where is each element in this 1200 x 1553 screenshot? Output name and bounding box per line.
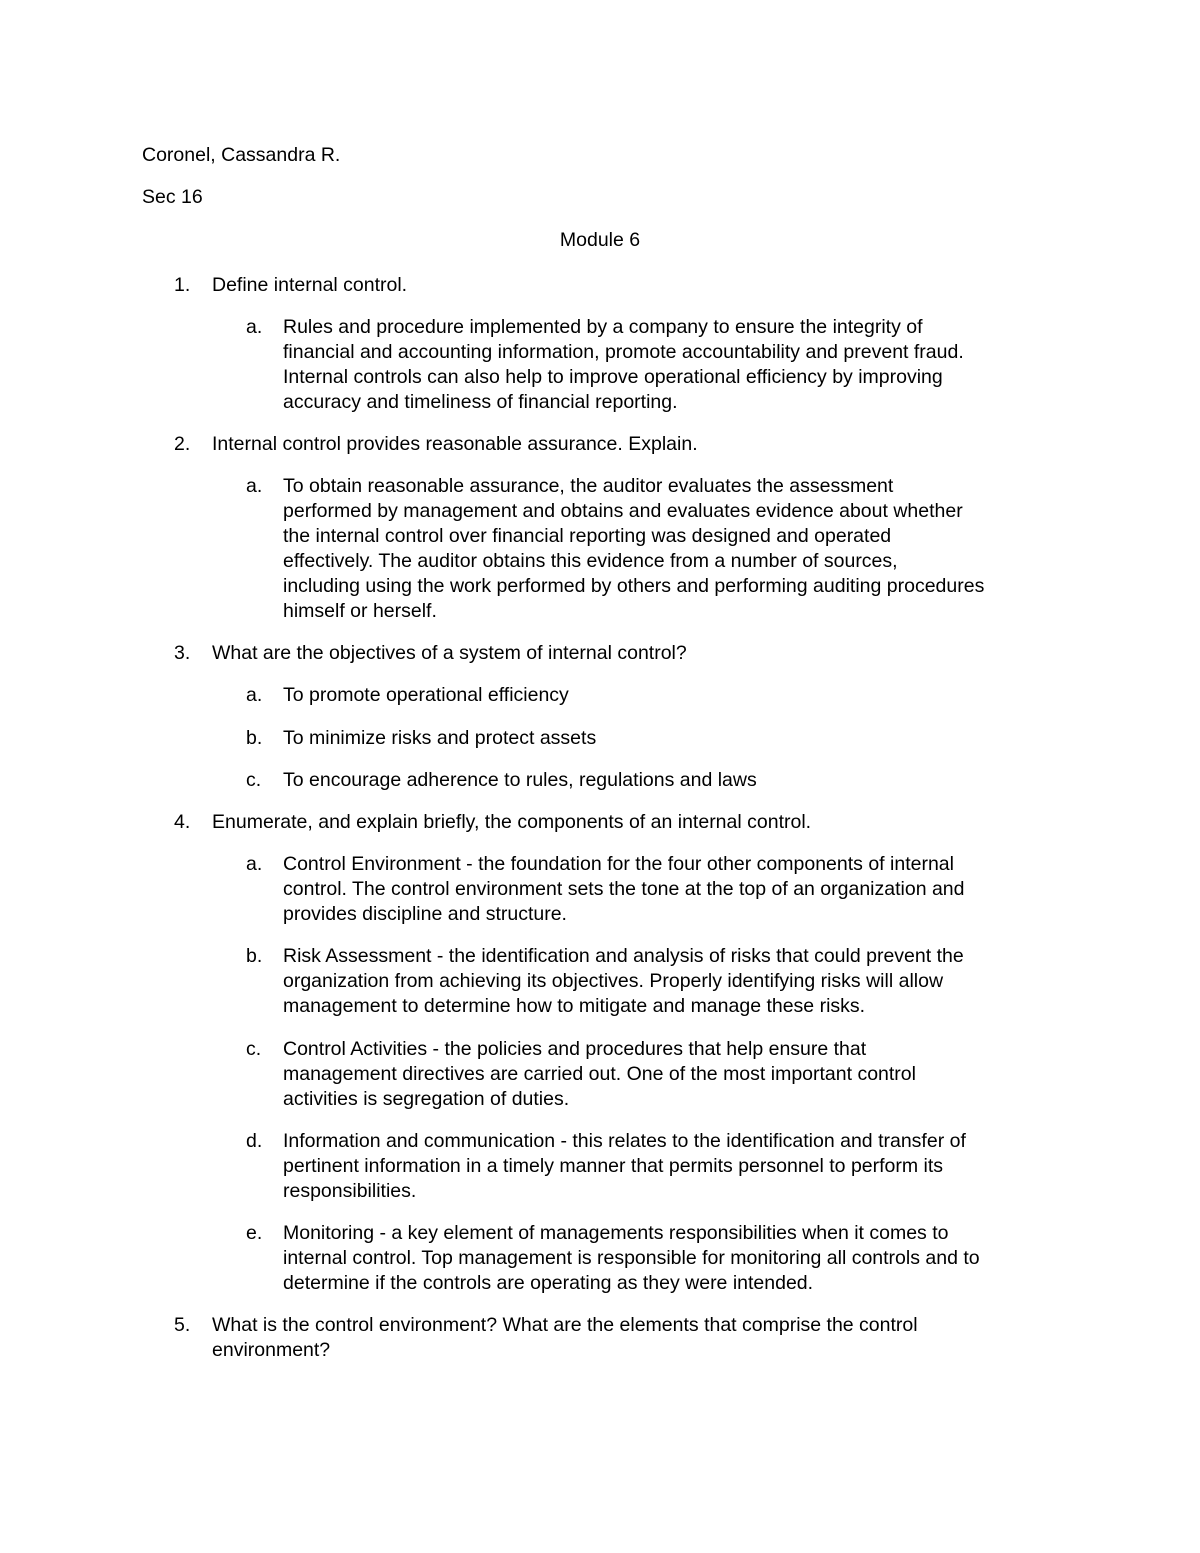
answer-line: Monitoring - a key element of managements responsibilities when it comes to xyxy=(283,1222,949,1244)
answer-line: management to determine how to mitigate and manage these risks. xyxy=(283,995,866,1017)
answer-line: including using the work performed by others and performing auditing procedures xyxy=(283,575,985,597)
answer-line: Control Activities - the policies and procedures that help ensure that xyxy=(283,1038,867,1060)
answer-letter: a. xyxy=(246,853,263,875)
answer-letter: a. xyxy=(246,316,263,338)
answer-line: Rules and procedure implemented by a company to ensure the integrity of xyxy=(283,316,923,338)
answer-line: determine if the controls are operating as they were intended. xyxy=(283,1272,814,1294)
answer-line: provides discipline and structure. xyxy=(283,903,567,925)
answer-line: responsibilities. xyxy=(283,1180,417,1202)
answer-letter: d. xyxy=(246,1130,263,1152)
answer-text xyxy=(283,1221,1073,1296)
answer-line: To minimize risks and protect assets xyxy=(283,727,597,749)
question-number: 4. xyxy=(174,811,191,833)
question-number: 3. xyxy=(174,642,191,664)
section-label: Sec 16 xyxy=(142,186,203,208)
answer-line: management directives are carried out. One of the most important control xyxy=(283,1063,916,1085)
answer-letter: a. xyxy=(246,475,263,497)
answer-line: control. The control environment sets the tone at the top of an organization and xyxy=(283,878,965,900)
answer-letter: b. xyxy=(246,727,263,749)
answer-line: To promote operational efficiency xyxy=(283,684,569,706)
student-name: Coronel, Cassandra R. xyxy=(142,144,341,166)
question-line: environment? xyxy=(212,1339,331,1361)
answer-text xyxy=(283,1129,1073,1204)
answer-text xyxy=(283,852,1073,927)
question-text xyxy=(212,1313,1072,1363)
answer-line: performed by management and obtains and evaluates evidence about whether xyxy=(283,500,963,522)
answer-text xyxy=(283,315,1073,415)
answer-line: Risk Assessment - the identification and analysis of risks that could prevent the xyxy=(283,945,964,967)
page-title: Module 6 xyxy=(559,229,641,251)
answer-text xyxy=(283,726,1073,751)
question-number: 1. xyxy=(174,274,191,296)
answer-letter: b. xyxy=(246,945,263,967)
question-text: Internal control provides reasonable assurance. Explain. xyxy=(212,433,698,455)
answer-line: accuracy and timeliness of financial reporting. xyxy=(283,391,678,413)
question-number: 5. xyxy=(174,1314,191,1336)
answer-line: organization from achieving its objectives. Properly identifying risks will allow xyxy=(283,970,944,992)
question-text: Define internal control. xyxy=(212,274,408,296)
answer-line: internal control. Top management is responsible for monitoring all controls and to xyxy=(283,1247,980,1269)
answer-text xyxy=(283,1037,1073,1112)
answer-text xyxy=(283,474,1073,624)
answer-line: Control Environment - the foundation for the four other components of internal xyxy=(283,853,954,875)
answer-line: Internal controls can also help to improve operational efficiency by improving xyxy=(283,366,943,388)
answer-line: the internal control over financial reporting was designed and operated xyxy=(283,525,892,547)
answer-text xyxy=(283,683,1073,708)
answer-letter: c. xyxy=(246,1038,262,1060)
answer-letter: a. xyxy=(246,684,263,706)
answer-letter: e. xyxy=(246,1222,263,1244)
answer-line: pertinent information in a timely manner that permits personnel to perform its xyxy=(283,1155,944,1177)
answer-text xyxy=(283,768,1073,793)
answer-line: Information and communication - this relates to the identification and transfer of xyxy=(283,1130,966,1152)
question-text: What are the objectives of a system of internal control? xyxy=(212,642,687,664)
question-line: What is the control environment? What are the elements that comprise the control xyxy=(212,1314,918,1336)
question-text: Enumerate, and explain briefly, the components of an internal control. xyxy=(212,811,812,833)
answer-text xyxy=(283,944,1073,1019)
answer-line: effectively. The auditor obtains this evidence from a number of sources, xyxy=(283,550,898,572)
answer-line: To obtain reasonable assurance, the auditor evaluates the assessment xyxy=(283,475,894,497)
answer-letter: c. xyxy=(246,769,262,791)
question-number: 2. xyxy=(174,433,191,455)
answer-line: himself or herself. xyxy=(283,600,437,622)
answer-line: financial and accounting information, promote accountability and prevent fraud. xyxy=(283,341,964,363)
answer-line: activities is segregation of duties. xyxy=(283,1088,570,1110)
answer-line: To encourage adherence to rules, regulations and laws xyxy=(283,769,757,791)
